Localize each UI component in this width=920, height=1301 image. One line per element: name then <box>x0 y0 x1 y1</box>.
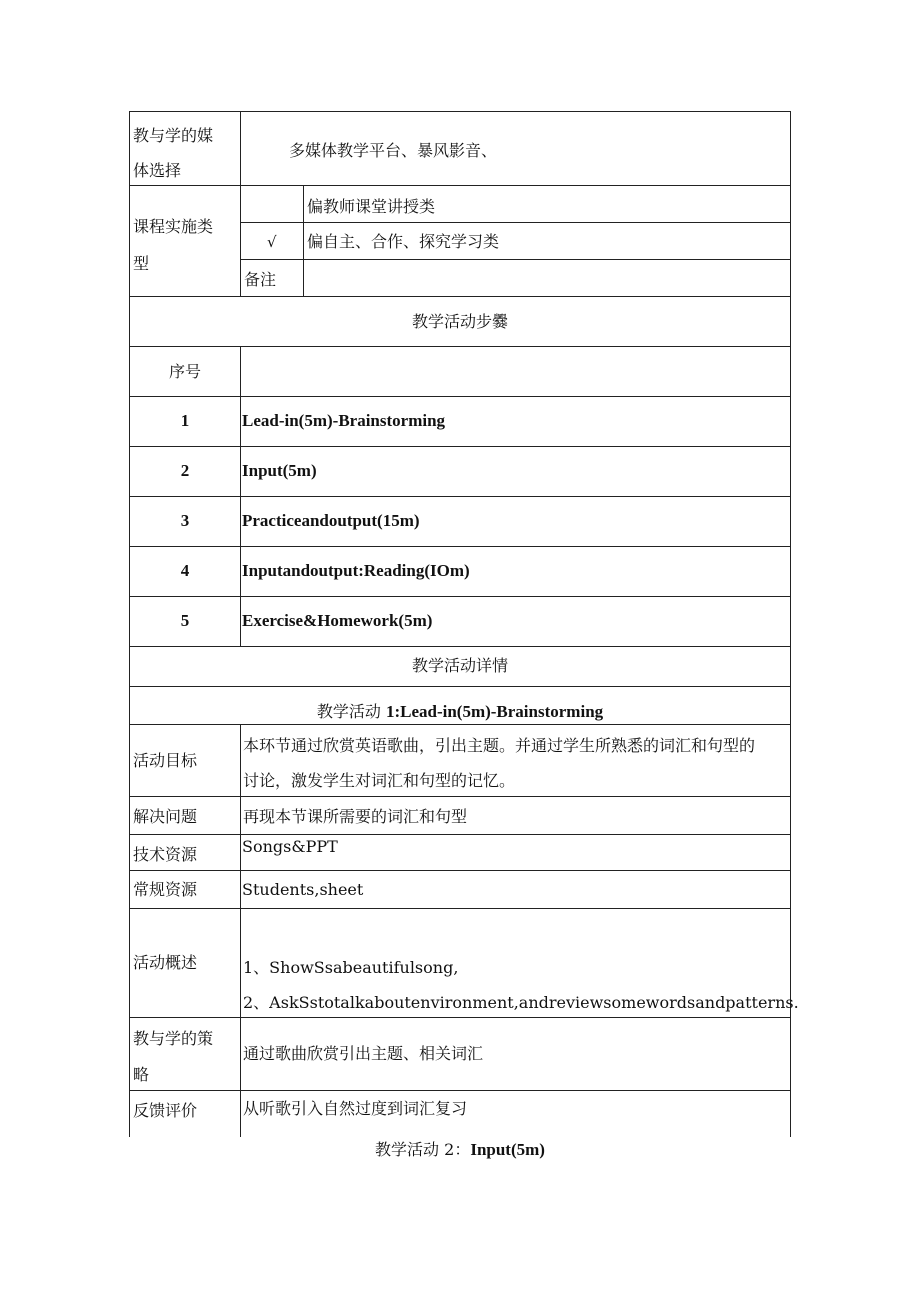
row-divider <box>129 111 791 112</box>
activity1-title <box>130 702 790 722</box>
goal-text-line1: 本环节通过欣赏英语歌曲，引出主题。并通过学生所熟悉的词汇和句型的 <box>243 736 756 755</box>
problem-label: 解决问题 <box>133 807 198 826</box>
course-type-label-line1: 课程实施类 <box>133 217 214 236</box>
row-divider <box>240 222 791 223</box>
goal-text-line2: 讨论，激发学生对词汇和句型的记忆。 <box>243 771 516 790</box>
course-type-option-teacher: 偏教师课堂讲授类 <box>307 197 436 216</box>
step-title: Exercise&Homework(5m) <box>242 611 433 630</box>
row-divider <box>129 870 791 871</box>
strategy-text: 通过歌曲欣赏引出主题、相关词汇 <box>243 1044 484 1063</box>
step-number: 5 <box>180 611 190 630</box>
row-divider <box>129 185 791 186</box>
media-label-line2: 体选择 <box>133 161 182 180</box>
regular-resources-text: Students,sheet <box>242 880 364 899</box>
row-divider <box>129 496 791 497</box>
row-divider <box>129 834 791 835</box>
overview-label: 活动概述 <box>133 953 198 972</box>
column-divider <box>240 111 241 296</box>
steps-number-header: 序号 <box>168 362 201 381</box>
step-title: Lead-in(5m)-Brainstorming <box>242 411 446 430</box>
course-type-option-self: 偏自主、合作、探究学习类 <box>307 232 500 251</box>
details-heading: 教学活动详情 <box>411 656 508 675</box>
row-divider <box>129 596 791 597</box>
step-number: 2 <box>180 461 190 480</box>
strategy-label-line1: 教与学的策 <box>133 1029 214 1048</box>
row-divider <box>129 908 791 909</box>
row-divider <box>129 446 791 447</box>
step-number: 1 <box>180 411 190 430</box>
problem-text: 再现本节课所需要的词汇和句型 <box>243 807 468 826</box>
row-divider <box>129 546 791 547</box>
regular-resources-label: 常规资源 <box>133 880 198 899</box>
row-divider <box>129 296 791 297</box>
row-divider <box>129 1017 791 1018</box>
check-icon: √ <box>267 233 277 251</box>
activity2-title-prefix: 教学活动 2： <box>375 1140 471 1159</box>
tech-resources-text: Songs&PPT <box>242 837 338 856</box>
row-divider <box>240 259 791 260</box>
column-divider <box>303 185 304 296</box>
column-divider <box>240 346 241 646</box>
activity2-title <box>130 1140 790 1160</box>
row-divider <box>129 724 791 725</box>
row-divider <box>129 796 791 797</box>
course-type-label-line2: 型 <box>133 254 150 273</box>
media-label-line1: 教与学的媒 <box>133 126 214 145</box>
remarks-label: 备注 <box>244 270 277 289</box>
strategy-label-line2: 略 <box>133 1065 150 1084</box>
activity1-title-prefix: 教学活动 <box>316 702 386 721</box>
activity1-title-name: 1:Lead-in(5m)-Brainstorming <box>385 702 604 721</box>
steps-heading: 教学活动步爨 <box>411 312 508 331</box>
step-number: 3 <box>180 511 190 530</box>
media-value: 多媒体教学平台、暴风影音、 <box>289 141 498 160</box>
tech-resources-label: 技术资源 <box>133 845 198 864</box>
step-number: 4 <box>180 561 190 580</box>
table-border-right <box>790 111 791 1137</box>
row-divider <box>129 1090 791 1091</box>
feedback-label: 反馈评价 <box>133 1101 198 1120</box>
row-divider <box>129 396 791 397</box>
row-divider <box>129 346 791 347</box>
activity2-title-name: Input(5m) <box>470 1140 545 1159</box>
row-divider <box>129 646 791 647</box>
goal-label: 活动目标 <box>133 751 198 770</box>
step-title: Inputandoutput:Reading(IOm) <box>242 561 470 580</box>
overview-item: 1、ShowSsabeautifulsong, <box>243 958 459 977</box>
step-title: Practiceandoutput(15m) <box>242 511 420 530</box>
overview-item: 2、AskSstotalkaboutenvironment,andreviewsomewordsandpatterns. <box>243 993 799 1012</box>
column-divider <box>240 724 241 1137</box>
feedback-text: 从听歌引入自然过度到词汇复习 <box>243 1099 468 1118</box>
step-title: Input(5m) <box>242 461 317 480</box>
row-divider <box>129 686 791 687</box>
